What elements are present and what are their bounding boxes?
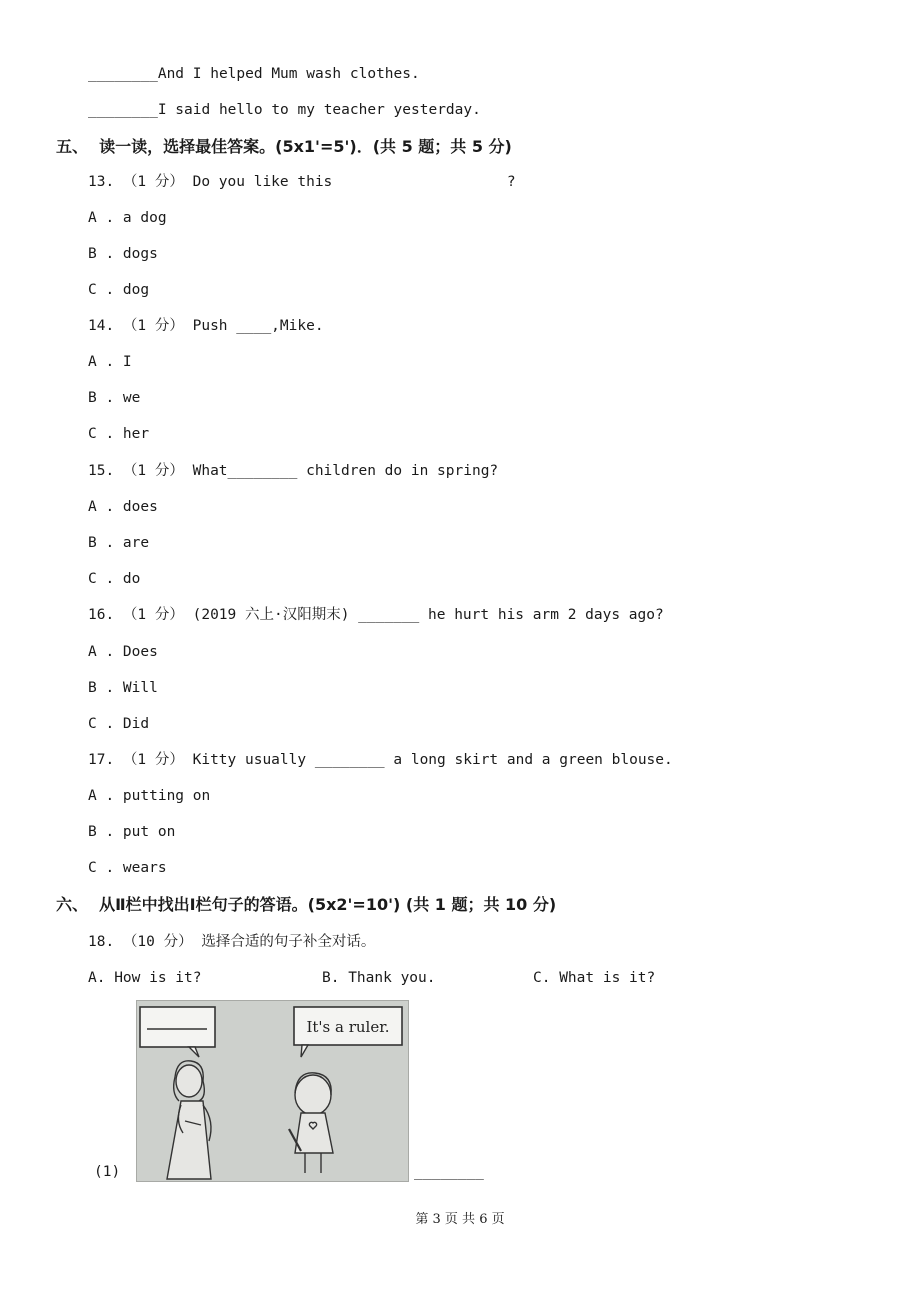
answer-line-2: ________I said hello to my teacher yesterday.	[88, 102, 481, 118]
q15-option-a: A . does	[88, 499, 158, 515]
page-footer: 第 3 页 共 6 页	[415, 1212, 505, 1227]
question-16-stem: 16. （1 分） (2019 六上·汉阳期末) _______ he hurt his arm 2 days ago?	[88, 607, 664, 623]
question-15-stem: 15. （1 分） What________ children do in spring?	[88, 463, 499, 479]
q17-option-b: B . put on	[88, 824, 176, 840]
question-13-stem: 13. （1 分） Do you like this ?	[88, 174, 516, 190]
bubble-text: It's a ruler.	[306, 1018, 390, 1036]
question-18-stem: 18. （10 分） 选择合适的句子补全对话。	[88, 934, 376, 950]
answer-line-1: ________And I helped Mum wash clothes.	[88, 66, 420, 82]
question-14-stem: 14. （1 分） Push ____,Mike.	[88, 318, 324, 334]
q14-option-b: B . we	[88, 390, 141, 406]
section-6-title: 六、 从Ⅱ栏中找出Ⅰ栏句子的答语。(5x2'=10') (共 1 题；共 10 分)	[56, 895, 557, 914]
q14-option-a: A . I	[88, 354, 132, 370]
q17-option-a: A . putting on	[88, 788, 211, 804]
q15-option-c: C . do	[88, 571, 141, 587]
answer-blank[interactable]: ________	[414, 1164, 484, 1180]
q16-option-a: A . Does	[88, 644, 158, 660]
sub-question-number: (1)	[94, 1164, 121, 1180]
q14-option-c: C . her	[88, 426, 150, 442]
choice-c: C. What is it?	[533, 970, 656, 986]
choice-a: A. How is it?	[88, 970, 202, 986]
q16-option-b: B . Will	[88, 680, 158, 696]
q13-option-b: B . dogs	[88, 246, 158, 262]
question-17-stem: 17. （1 分） Kitty usually ________ a long skirt and a green blouse.	[88, 752, 673, 768]
choice-b: B. Thank you.	[322, 970, 436, 986]
dialogue-illustration	[136, 1000, 409, 1182]
q13-option-a: A . a dog	[88, 210, 167, 226]
q13-option-c: C . dog	[88, 282, 150, 298]
q16-option-c: C . Did	[88, 716, 150, 732]
section-5-title: 五、 读一读，选择最佳答案。(5x1'=5')．(共 5 题；共 5 分)	[56, 137, 512, 156]
q17-option-c: C . wears	[88, 860, 167, 876]
q15-option-b: B . are	[88, 535, 150, 551]
